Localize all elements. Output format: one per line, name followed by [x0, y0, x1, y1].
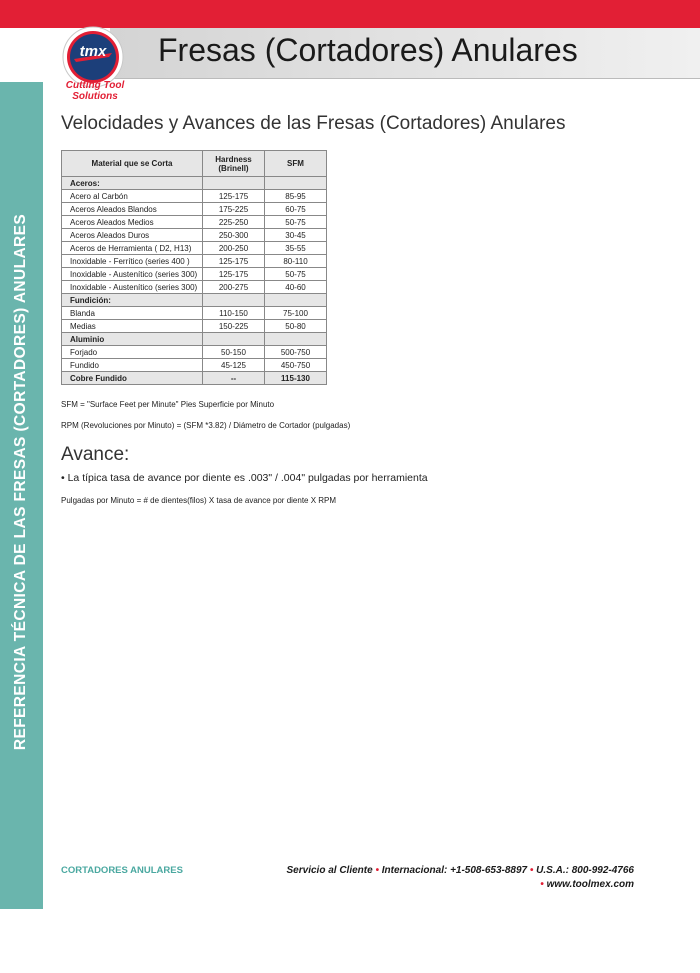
tagline-line2: Solutions: [72, 91, 118, 102]
speeds-table: [61, 150, 327, 385]
footer-usa: U.S.A.: 800-992-4766: [536, 865, 634, 876]
cell-sfm: 50-80: [265, 320, 327, 333]
cell-hardness: 125-175: [203, 255, 265, 268]
cell-sfm: [265, 333, 327, 346]
cell-sfm: 50-75: [265, 268, 327, 281]
cell-hardness: [203, 177, 265, 190]
cell-sfm: [265, 294, 327, 307]
cell-sfm: 60-75: [265, 203, 327, 216]
logo-text: tmx: [79, 43, 107, 60]
table-row: [62, 372, 327, 385]
cell-hardness: 200-250: [203, 242, 265, 255]
avance-title: Avance:: [61, 444, 130, 465]
cell-material: Aluminio: [62, 333, 203, 346]
cell-hardness: 150-225: [203, 320, 265, 333]
cell-material: Aceros Aleados Blandos: [62, 203, 203, 216]
table-row: [62, 216, 327, 229]
cell-hardness: 125-175: [203, 190, 265, 203]
table-row: [62, 203, 327, 216]
cell-sfm: 75-100: [265, 307, 327, 320]
cell-material: Inoxidable - Austenítico (series 300): [62, 281, 203, 294]
rpm-note: RPM (Revoluciones por Minuto) = (SFM *3.82) / Diámetro de Cortador (pulgadas): [61, 421, 351, 430]
cell-material: Aceros:: [62, 177, 203, 190]
table-row: [62, 294, 327, 307]
cell-sfm: 40-60: [265, 281, 327, 294]
cell-sfm: 450-750: [265, 359, 327, 372]
table-row: [62, 177, 327, 190]
avance-formula: Pulgadas por Minuto = # de dientes(filos) X tasa de avance por diente X RPM: [61, 496, 337, 505]
cell-sfm: 500-750: [265, 346, 327, 359]
table-row: [62, 190, 327, 203]
tagline-line1: Cutting Tool: [65, 80, 125, 91]
avance-bullet: • La típica tasa de avance por diente es .003" / .004" pulgadas por herramienta: [61, 472, 428, 484]
cell-sfm: [265, 177, 327, 190]
cell-material: Medias: [62, 320, 203, 333]
page-title: Fresas (Cortadores) Anulares: [158, 32, 578, 68]
cell-sfm: 30-45: [265, 229, 327, 242]
table-header-row: [62, 151, 327, 177]
table-row: [62, 346, 327, 359]
cell-hardness: [203, 333, 265, 346]
footer-website[interactable]: www.toolmex.com: [546, 879, 634, 890]
table-row: [62, 229, 327, 242]
cell-material: Acero al Carbón: [62, 190, 203, 203]
cell-hardness: [203, 294, 265, 307]
sidebar-title: REFERENCIA TÉCNICA DE LAS FRESAS (CORTADORES) ANULARES: [12, 213, 29, 751]
footer-section-label: CORTADORES ANULARES: [61, 865, 183, 876]
sfm-note: SFM = "Surface Feet per Minute" Pies Superficie por Minuto: [61, 400, 275, 409]
table-row: [62, 359, 327, 372]
tagline: [60, 80, 130, 102]
cell-material: Forjado: [62, 346, 203, 359]
table-row: [62, 268, 327, 281]
cell-material: Inoxidable - Ferrítico (series 400 ): [62, 255, 203, 268]
cell-hardness: 125-175: [203, 268, 265, 281]
footer-service: Servicio al Cliente: [286, 865, 373, 876]
section-title: Velocidades y Avances de las Fresas (Cortadores) Anulares: [61, 113, 566, 134]
footer-international: Internacional: +1-508-653-8897: [381, 865, 528, 876]
cell-material: Fundido: [62, 359, 203, 372]
sidebar: [0, 82, 43, 973]
cell-sfm: 115-130: [265, 372, 327, 385]
table-row: [62, 242, 327, 255]
cell-material: Aceros Aleados Duros: [62, 229, 203, 242]
cell-material: Aceros Aleados Medios: [62, 216, 203, 229]
table-row: [62, 255, 327, 268]
cell-hardness: 45-125: [203, 359, 265, 372]
cell-material: Fundición:: [62, 294, 203, 307]
cell-material: Aceros de Herramienta ( D2, H13): [62, 242, 203, 255]
page-number: 54: [4, 958, 19, 973]
cell-hardness: 110-150: [203, 307, 265, 320]
header-sfm: SFM: [265, 151, 327, 177]
tmx-logo-icon: [62, 26, 124, 88]
header-material: Material que se Corta: [62, 151, 203, 177]
cell-material: Blanda: [62, 307, 203, 320]
top-red-bar: [0, 0, 700, 28]
cell-hardness: 250-300: [203, 229, 265, 242]
header-hardness: Hardness (Brinell): [203, 151, 265, 177]
cell-hardness: 225-250: [203, 216, 265, 229]
footer-contact: Servicio al Cliente • Internacional: +1-508-653-8897 • U.S.A.: 800-992-4766 • www.toolmex.com: [286, 865, 634, 890]
table-row: [62, 333, 327, 346]
table-row: [62, 307, 327, 320]
cell-sfm: 50-75: [265, 216, 327, 229]
cell-material: Cobre Fundido: [62, 372, 203, 385]
cell-hardness: --: [203, 372, 265, 385]
cell-sfm: 80-110: [265, 255, 327, 268]
cell-material: Inoxidable - Austenítico (series 300): [62, 268, 203, 281]
cell-sfm: 85-95: [265, 190, 327, 203]
cell-sfm: 35-55: [265, 242, 327, 255]
table-row: [62, 320, 327, 333]
cell-hardness: 50-150: [203, 346, 265, 359]
cell-hardness: 175-225: [203, 203, 265, 216]
table-row: [62, 281, 327, 294]
cell-hardness: 200-275: [203, 281, 265, 294]
